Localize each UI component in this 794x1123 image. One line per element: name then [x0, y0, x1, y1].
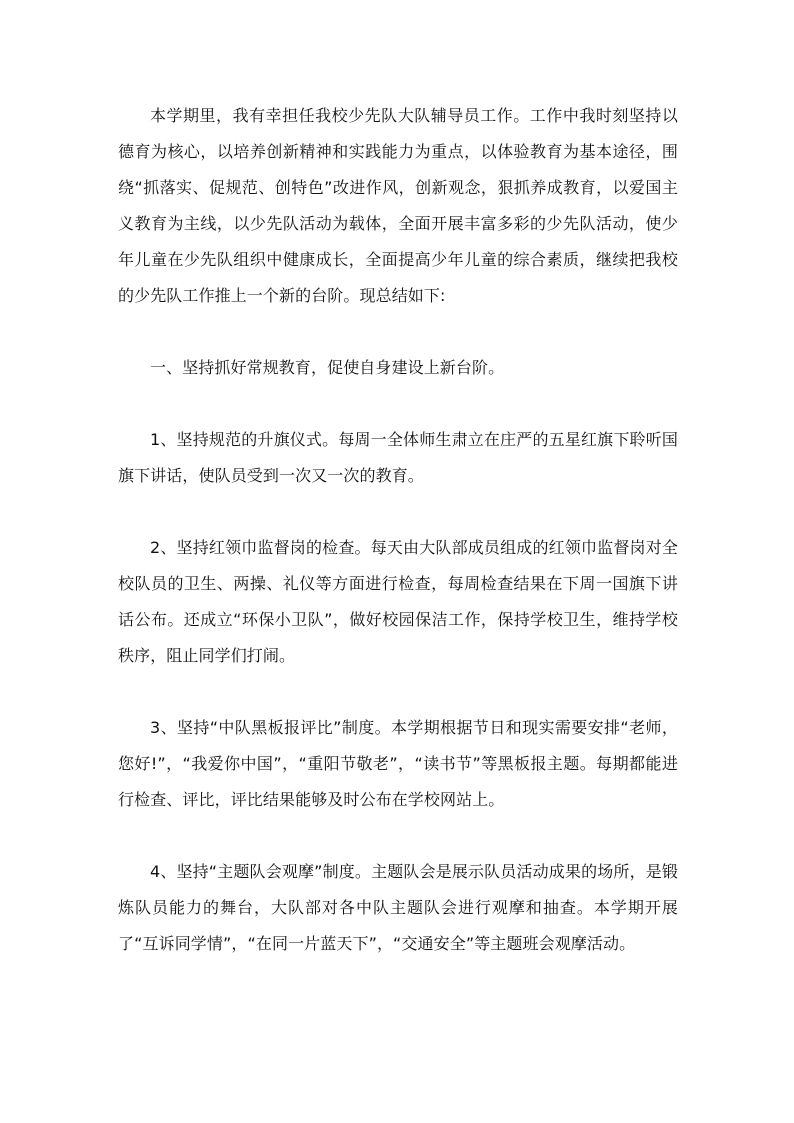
- intro-paragraph: 本学期里，我有幸担任我校少先队大队辅导员工作。工作中我时刻坚持以德育为核心，以培养创新精神和实践能力为重点，以体验教育为基本途径，围绕“抓落实、促规范、创特色”改进作风，创新观念，狠抓养成教育，以爱国主义教育为主线，以少先队活动为载体，全面开展丰富多彩的少先队活动，使少年儿童在少先队组织中健康成长，全面提高少年儿童的综合素质，继续把我校的少先队工作推上一个新的台阶。现总结如下:: [118, 106, 678, 305]
- item-1-paragraph: 1、坚持规范的升旗仪式。每周一全体师生肃立在庄严的五星红旗下聆听国旗下讲话，使队员受到一次又一次的教育。: [118, 430, 678, 485]
- document-body: [118, 98, 678, 998]
- item-3-paragraph: 3、坚持“中队黑板报评比”制度。本学期根据节日和现实需要安排“老师，您好!”，“我爱你中国”，“重阳节敬老”，“读书节”等黑板报主题。每期都能进行检查、评比，评比结果能够及时公布在学校网站上。: [118, 718, 678, 809]
- section-heading: 一、坚持抓好常规教育，促使自身建设上新台阶。: [150, 358, 505, 377]
- item-4-paragraph: 4、坚持“主题队会观摩”制度。主题队会是展示队员活动成果的场所，是锻炼队员能力的舞台，大队部对各中队主题队会进行观摩和抽查。本学期开展了“互诉同学情”，“在同一片蓝天下”，“交通安全”等主题班会观摩活动。: [118, 862, 678, 953]
- item-2-paragraph: 2、坚持红领巾监督岗的检查。每天由大队部成员组成的红领巾监督岗对全校队员的卫生、两操、礼仪等方面进行检查，每周检查结果在下周一国旗下讲话公布。还成立“环保小卫队”，做好校园保洁工作，保持学校卫生，维持学校秩序，阻止同学们打闹。: [118, 538, 678, 665]
